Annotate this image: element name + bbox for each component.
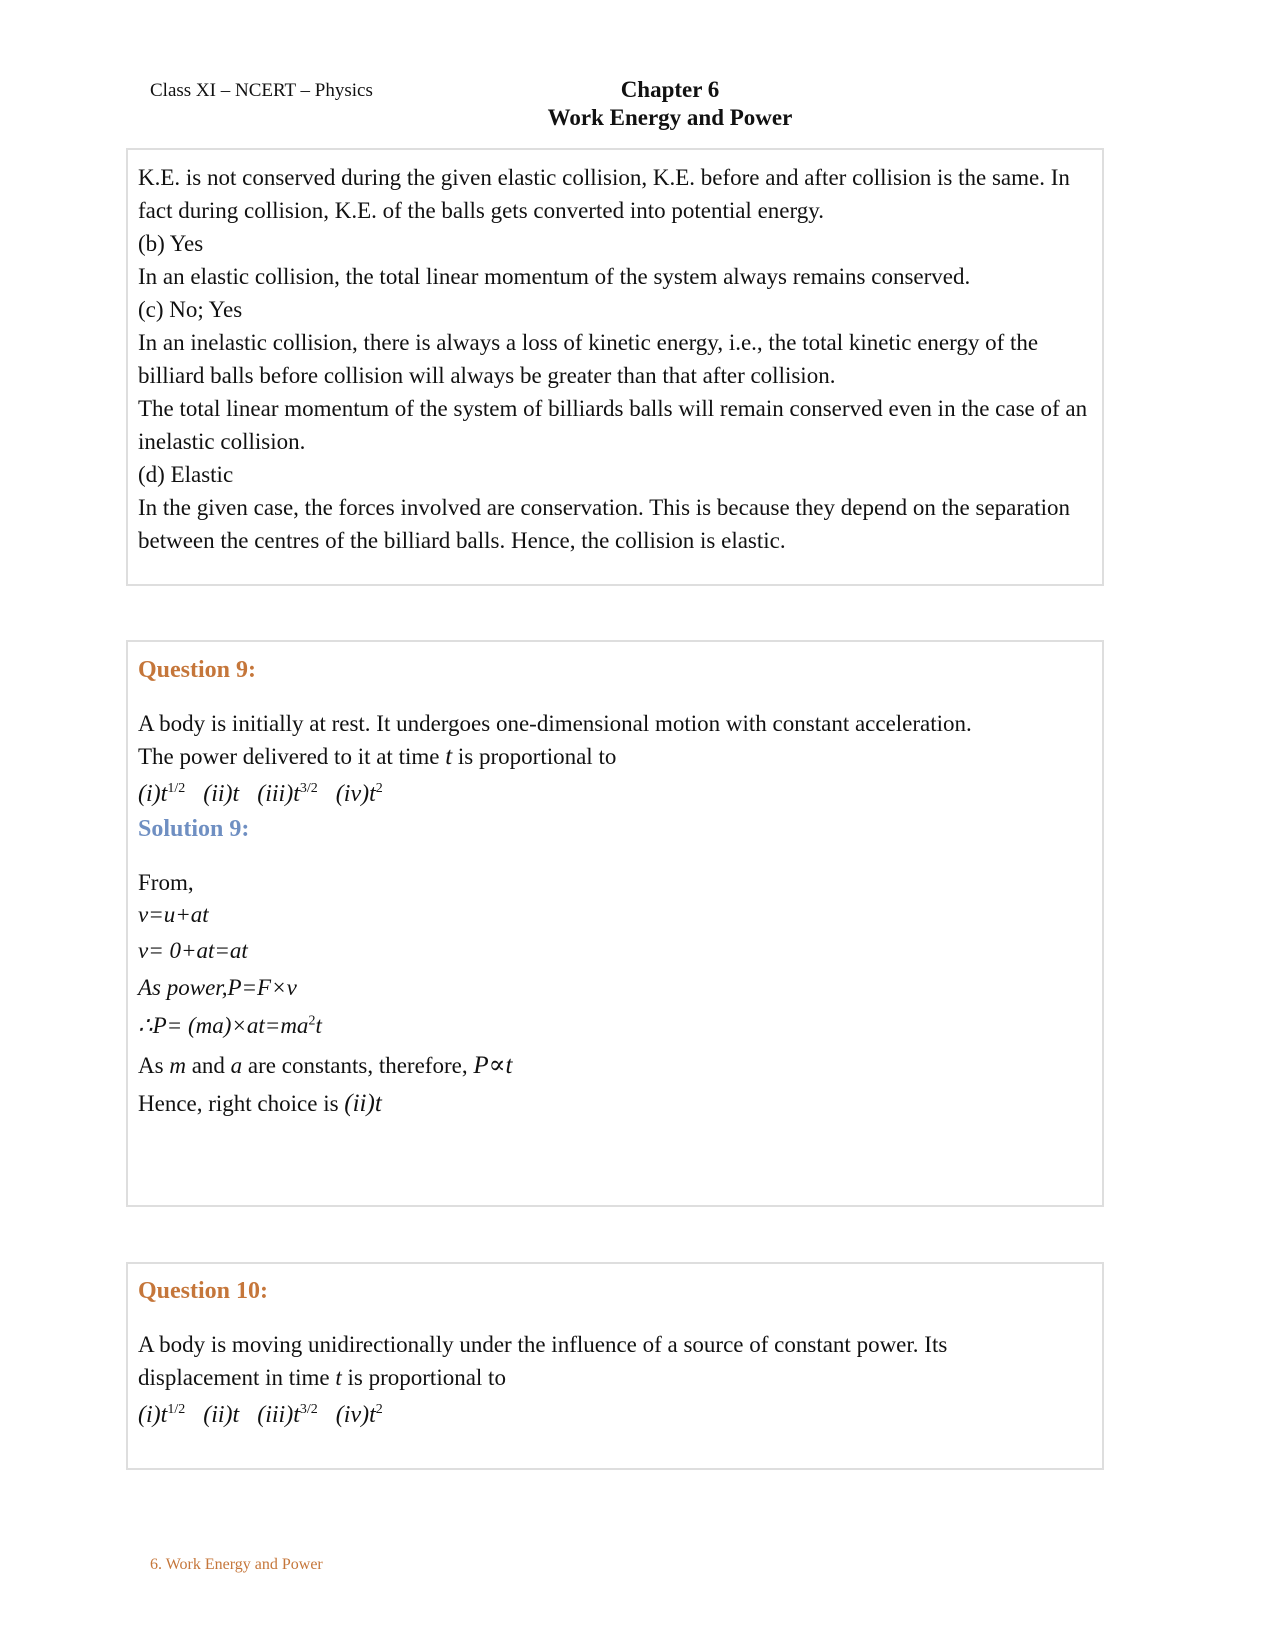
answer-line: In an elastic collision, the total linear momentum of the system always remains conserved. bbox=[138, 264, 971, 289]
text-fragment: is proportional to bbox=[347, 1365, 506, 1390]
question-heading: Question 9: bbox=[138, 657, 257, 683]
option-exponent: 3/2 bbox=[299, 1402, 318, 1417]
option-exponent: 2 bbox=[375, 1402, 383, 1417]
option-label: (ii) bbox=[203, 781, 233, 807]
option-label: (i) bbox=[138, 781, 161, 807]
option-base: t bbox=[293, 1402, 300, 1428]
options-row bbox=[138, 775, 1092, 813]
text-fragment: Hence, right choice is bbox=[138, 1091, 339, 1116]
answer-line: In an inelastic collision, there is always a loss of kinetic energy, i.e., the total kinetic energy of the billiard balls before collision will always be greater than that after collision. bbox=[138, 330, 1039, 388]
question-10-box bbox=[126, 1262, 1104, 1470]
question-heading: Question 10: bbox=[138, 1278, 269, 1304]
answer-line: K.E. is not conserved during the given elastic collision, K.E. before and after collision is the same. In fact during collision, K.E. of the balls gets converted into potential energy. bbox=[138, 165, 1070, 223]
option-base: t bbox=[160, 781, 168, 807]
continued-answer-box bbox=[126, 148, 1104, 586]
question-text bbox=[138, 1361, 1092, 1394]
chapter-title: Work Energy and Power bbox=[547, 105, 793, 130]
equation-part: t bbox=[315, 1013, 322, 1038]
option-base: t bbox=[293, 781, 300, 807]
proportionality: P∝t bbox=[473, 1052, 513, 1079]
option-base: t bbox=[369, 781, 376, 807]
question-text: A body is initially at rest. It undergoes one-dimensional motion with constant acceleration. bbox=[138, 711, 972, 736]
solution-text bbox=[138, 1047, 1092, 1085]
header-chapter bbox=[500, 76, 840, 132]
question-text: A body is moving unidirectionally under the influence of a source of constant power. Its bbox=[138, 1332, 948, 1357]
equation bbox=[138, 1005, 1092, 1047]
option-base: t bbox=[369, 1402, 376, 1428]
options-row bbox=[138, 1396, 1092, 1434]
question-9-box bbox=[126, 640, 1104, 1207]
option-label: (ii) bbox=[203, 1402, 233, 1428]
equation: v= 0+at=at bbox=[138, 938, 248, 963]
option-exponent: 3/2 bbox=[299, 781, 318, 796]
option-base: t bbox=[232, 781, 240, 807]
text-fragment: and bbox=[191, 1053, 225, 1078]
text-fragment: are constants, therefore, bbox=[247, 1053, 468, 1078]
option-base: t bbox=[160, 1402, 168, 1428]
option-exponent: 2 bbox=[375, 781, 383, 796]
option-base: t bbox=[232, 1402, 240, 1428]
equation: v=u+at bbox=[138, 902, 209, 927]
text-fragment: is proportional to bbox=[457, 744, 617, 769]
text-fragment: The power delivered to it at time bbox=[138, 744, 440, 769]
text-fragment: As bbox=[138, 1053, 164, 1078]
time-variable: t bbox=[335, 1365, 342, 1390]
acceleration-variable: a bbox=[230, 1053, 243, 1078]
question-text bbox=[138, 740, 1092, 773]
solution-text bbox=[138, 1085, 1092, 1123]
solution-heading: Solution 9: bbox=[138, 816, 250, 842]
text-fragment: displacement in time bbox=[138, 1365, 330, 1390]
option-label: (iii) bbox=[257, 781, 294, 807]
mass-variable: m bbox=[169, 1053, 186, 1078]
answer-line: (c) No; Yes bbox=[138, 297, 243, 322]
equation: As power,P=F×v bbox=[138, 975, 297, 1000]
header-class-label: Class XI – NCERT – Physics bbox=[150, 80, 373, 101]
option-exponent: 1/2 bbox=[167, 781, 186, 796]
option-label: (iii) bbox=[257, 1402, 294, 1428]
equation-part: ∴P= (ma)×at=ma bbox=[138, 1013, 309, 1038]
time-variable: t bbox=[445, 743, 453, 770]
solution-text: From, bbox=[138, 870, 194, 895]
answer-line: The total linear momentum of the system of billiards balls will remain conserved even in the case of an inelastic collision. bbox=[138, 396, 1088, 454]
equation-exponent: 2 bbox=[308, 1013, 316, 1029]
answer-line: (d) Elastic bbox=[138, 462, 234, 487]
option-label: (iv) bbox=[335, 781, 370, 807]
answer-line: In the given case, the forces involved are conservation. This is because they depend on the separation between the centres of the billiard balls. Hence, the collision is elastic. bbox=[138, 495, 1071, 553]
answer: (ii)t bbox=[344, 1090, 382, 1117]
option-exponent: 1/2 bbox=[167, 1402, 186, 1417]
page-footer: 6. Work Energy and Power bbox=[150, 1556, 323, 1573]
option-label: (i) bbox=[138, 1402, 161, 1428]
chapter-number: Chapter 6 bbox=[620, 77, 720, 102]
option-label: (iv) bbox=[335, 1402, 370, 1428]
answer-line: (b) Yes bbox=[138, 231, 204, 256]
